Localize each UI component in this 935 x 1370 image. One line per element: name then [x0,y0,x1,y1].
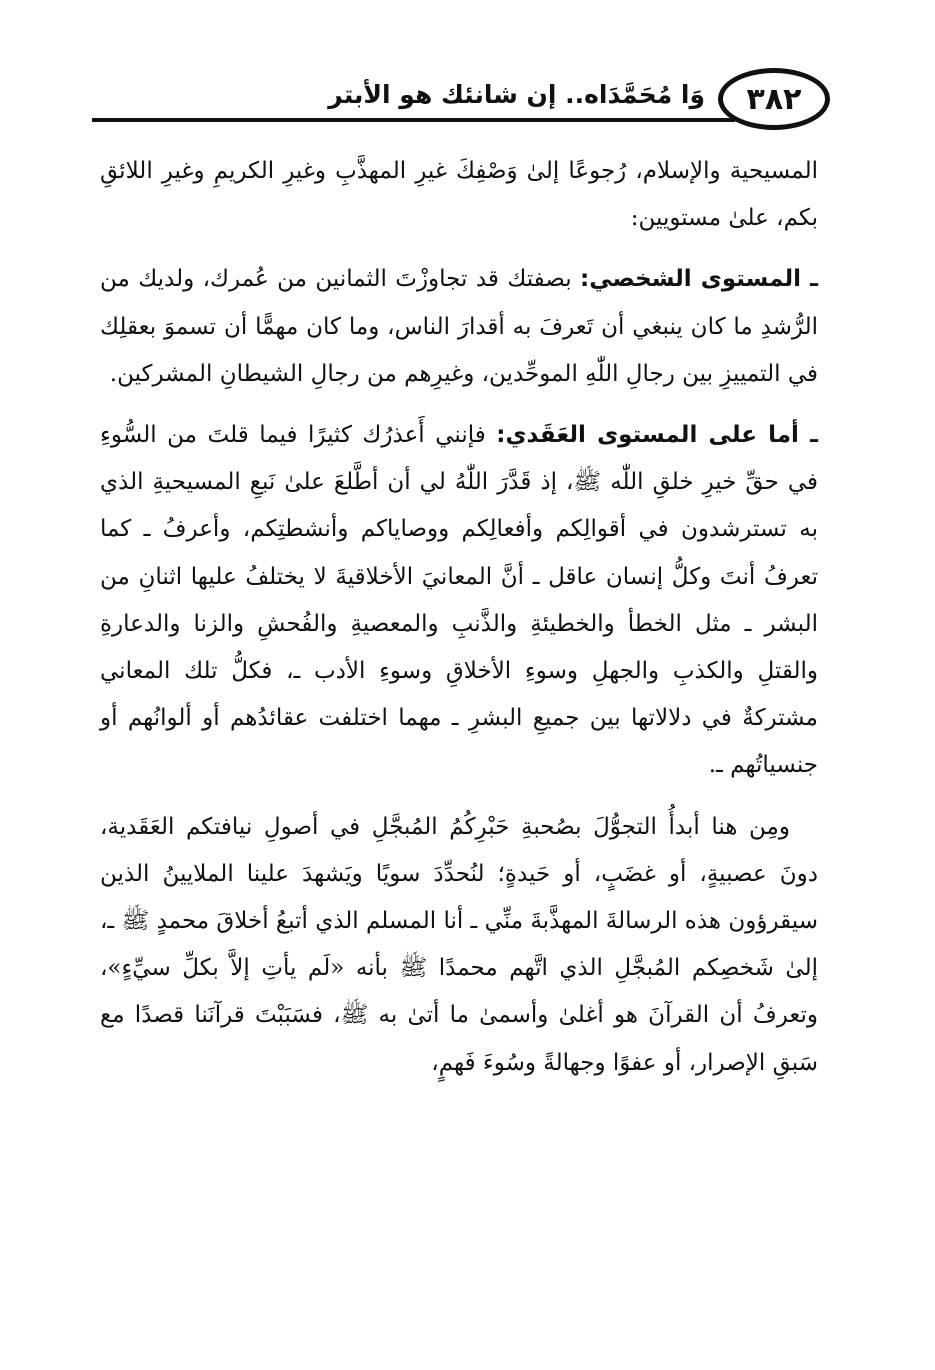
running-title: وَا مُحَمَّدَاه.. إن شانئك هو الأبتر [328,80,705,109]
paragraph-text: ومِن هنا أبدأُ التجوُّلَ بصُحبةِ حَبْرِكُمُ المُبجَّلِ في أصولِ نيافتكم العَقَدية، دونَ عصبيةٍ، أو غضَبٍ، أو حَيدةٍ؛ لنُحدِّدَ سويًا ويَشهدَ علينا الملايينُ الذين سيقرؤون هذه الرسالةَ المهذَّبةَ منِّي ـ أنا المسلم الذي أتبعُ أخلاقَ محمدٍ ﷺ ـ، إلىٰ شَخصِكم المُبجَّلِ الذي اتَّهم محمدًا ﷺ بأنه «لَم يأتِ إلاَّ بكلِّ سيِّءٍ»، وتعرفُ أن القرآنَ هو أغلىٰ وأسمىٰ ما أتىٰ به ﷺ، فسَبَبْتَ قرآنَنا قصدًا مع سَبقِ الإصرار، أو عفوًا وجهالةً وسُوءَ فَهمٍ، [100,813,818,1076]
body-text [100,148,818,1087]
paragraph [100,148,818,242]
page-number: ٣٨٢ [718,68,830,130]
paragraph [100,412,818,790]
paragraph [100,804,818,1087]
paragraph [100,256,818,398]
paragraph-text: فإنني أَعذرُك كثيرًا فيما قلتَ من السُّوءِ في حقِّ خيرِ خلقِ اللّٰه ﷺ، إذ قَدَّرَ اللّٰهُ لي أن أطَّلعَ علىٰ نَبعِ المسيحيةِ الذي به تسترشدون في أقوالِكم وأفعالِكم ووصاياكم وأنشطتِكم، وأعرفُ ـ كما تعرفُ أنتَ وكلُّ إنسان عاقل ـ أنَّ المعانيَ الأخلاقيةَ لا يختلفُ عليها اثنانِ من البشر ـ مثل الخطأ والخطيئةِ والذَّنبِ والمعصيةِ والفُحشِ والزنا والدعارةِ والقتلِ والكذبِ والجهلِ وسوءِ الأخلاقِ وسوءِ الأدب ـ، فكلُّ تلك المعاني مشتركةٌ في دلالاتها بين جميعِ البشرِ ـ مهما اختلفت عقائدُهم أو ألوانُهم أو جنسياتُهم ـ. [100,422,818,779]
header-rule [92,118,735,122]
paragraph-lead: ـ المستوى الشخصي: [580,266,818,293]
paragraph-text: المسيحية والإسلام، رُجوعًا إلىٰ وَصْفِكَ غيرِ المهذَّبِ وغيرِ الكريمِ وغيرِ اللائقِ بكم، علىٰ مستويين: [100,158,818,232]
page-header [92,68,830,138]
paragraph-lead: ـ أما على المستوى العَقَدي: [496,422,818,449]
paragraph-text: بصفتك قد تجاوزْتَ الثمانين من عُمرك، ولديك من الرُّشدِ ما كان ينبغي أن تَعرفَ به أقدارَ الناس، وما كان مهمًّا أن تسموَ بعقلِك في التمييزِ بين رجالِ اللّٰهِ الموحِّدين، وغيرِهم من رجالِ الشيطانِ المشركين. [100,266,818,387]
